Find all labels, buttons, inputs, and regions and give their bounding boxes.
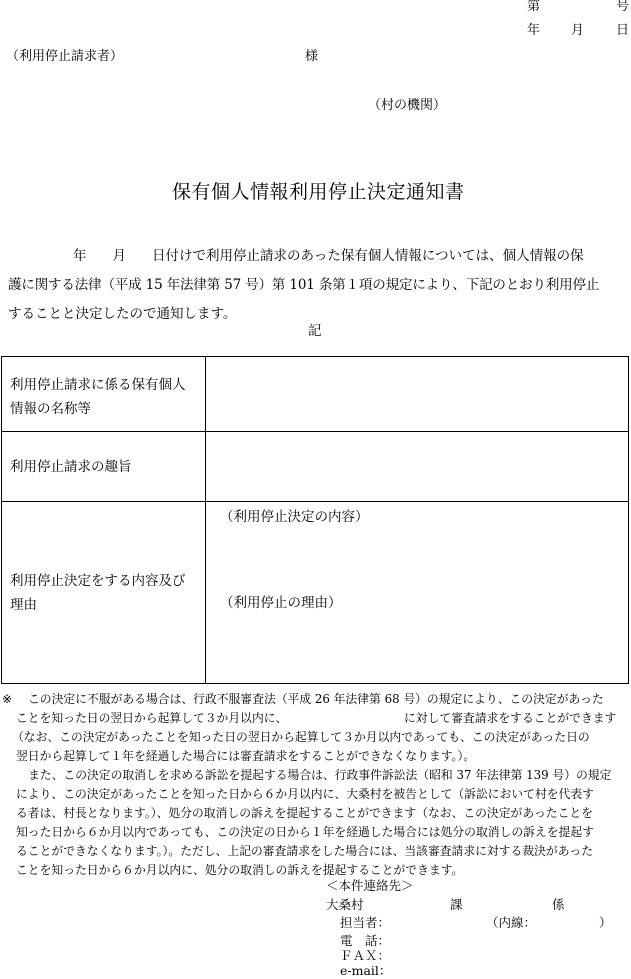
contact-heading: ＜本件連絡先＞ — [326, 878, 414, 893]
note-line-2b: に対して審査請求をすることができます — [404, 711, 617, 725]
recipient-label: （利用停止請求者） — [6, 49, 124, 64]
decision-content-label: （利用停止決定の内容） — [220, 509, 369, 525]
contact-village: 大桑村 — [326, 897, 364, 912]
note-line-8: 知った日から６か月以内であっても、この決定の日から１年を経過した場合には処分の取消しの訴えを提起す — [16, 825, 594, 839]
table-row-decision — [2, 502, 629, 684]
ki-label: 記 — [308, 323, 322, 339]
note-line-7: る者は、村長となります。）、処分の取消しの訴えを提起することができます（なお、この決定があったことを — [16, 806, 593, 820]
body-month: 月 — [112, 248, 126, 264]
table-row-purpose — [2, 432, 629, 502]
document-title: 保有個人情報利用停止決定通知書 — [172, 181, 465, 203]
date-year-label: 年 — [527, 23, 541, 38]
row-name-label-line-1: 利用停止請求に係る保有個人 — [10, 377, 186, 393]
row-purpose-label-cell — [2, 432, 206, 502]
row-decision-label-line-1: 利用停止決定をする内容及び — [10, 573, 186, 589]
row-purpose-value-cell — [206, 432, 629, 502]
table-row-name — [2, 357, 629, 432]
contact-ka: 課 — [450, 897, 463, 912]
note-line-6: により、この決定があったことを知った日から６か月以内に、大桑村を被告として（訴訟において村を代表す — [16, 787, 594, 801]
body-line-1 — [8, 242, 623, 271]
body-line-2: 護に関する法律（平成 15 年法律第 57 号）第 101 条第１項の規定により、下記のとおり利用停止 — [8, 277, 600, 293]
number-dai-label: 第 — [527, 0, 541, 14]
contact-tel-label: 電 話： — [340, 933, 391, 948]
contact-naisen-close: ） — [599, 915, 612, 930]
contact-email-label: e-mail： — [340, 963, 392, 978]
row-name-label-cell — [2, 357, 206, 432]
contact-tantou-label: 担当者： — [340, 915, 391, 930]
row-purpose-label: 利用停止請求の趣旨 — [10, 459, 132, 475]
body-year: 年 — [73, 248, 87, 264]
date-month-label: 月 — [571, 23, 585, 38]
decision-reason-label: （利用停止の理由） — [220, 595, 342, 611]
note-line-4: 翌日から起算して１年を経過した場合には審査請求をすることができなくなります。）。 — [16, 749, 476, 763]
contact-kakari: 係 — [552, 897, 565, 912]
row-name-label-line-2: 情報の名称等 — [10, 401, 91, 417]
body-line-3: することと決定したので通知します。 — [8, 306, 237, 322]
note-mark: ※ — [2, 692, 12, 706]
details-table — [1, 356, 629, 684]
contact-fax-label: ＦＡＸ： — [340, 948, 391, 963]
row-decision-label-cell — [2, 502, 206, 684]
number-go-label: 号 — [616, 0, 630, 14]
honorific-label: 様 — [305, 49, 319, 64]
issuer-label: （村の機関） — [368, 98, 447, 113]
note-line-9: ることができなくなります。）。ただし、上記の審査請求をした場合には、当該審査請求に対する裁決があった — [16, 844, 593, 858]
contact-naisen-label: （内線： — [486, 915, 537, 930]
row-decision-value-cell — [206, 502, 629, 684]
row-name-value-cell — [206, 357, 629, 432]
note-line-5: また、この決定の取消しを求める訴訟を提起する場合は、行政事件訴訟法（昭和 37 年法律第 139 号）の規定 — [28, 768, 612, 782]
date-day-label: 日 — [616, 23, 630, 38]
note-line-10: ことを知った日から６か月以内に、処分の取消しの訴えを提起することができます。 — [16, 863, 464, 877]
note-line-1: この決定に不服がある場合は、行政不服審査法（平成 26 年法律第 68 号）の規定により、この決定があった — [28, 692, 604, 706]
row-decision-label-line-2: 理由 — [10, 597, 37, 613]
note-line-2a: ことを知った日の翌日から起算して３か月以内に、 — [16, 711, 288, 725]
body-line-1-text: 日付けで利用停止請求のあった保有個人情報については、個人情報の保 — [152, 248, 584, 264]
note-line-3: （なお、この決定があったことを知った日の翌日から起算して３か月以内であっても、この決定があった日の — [12, 730, 590, 744]
